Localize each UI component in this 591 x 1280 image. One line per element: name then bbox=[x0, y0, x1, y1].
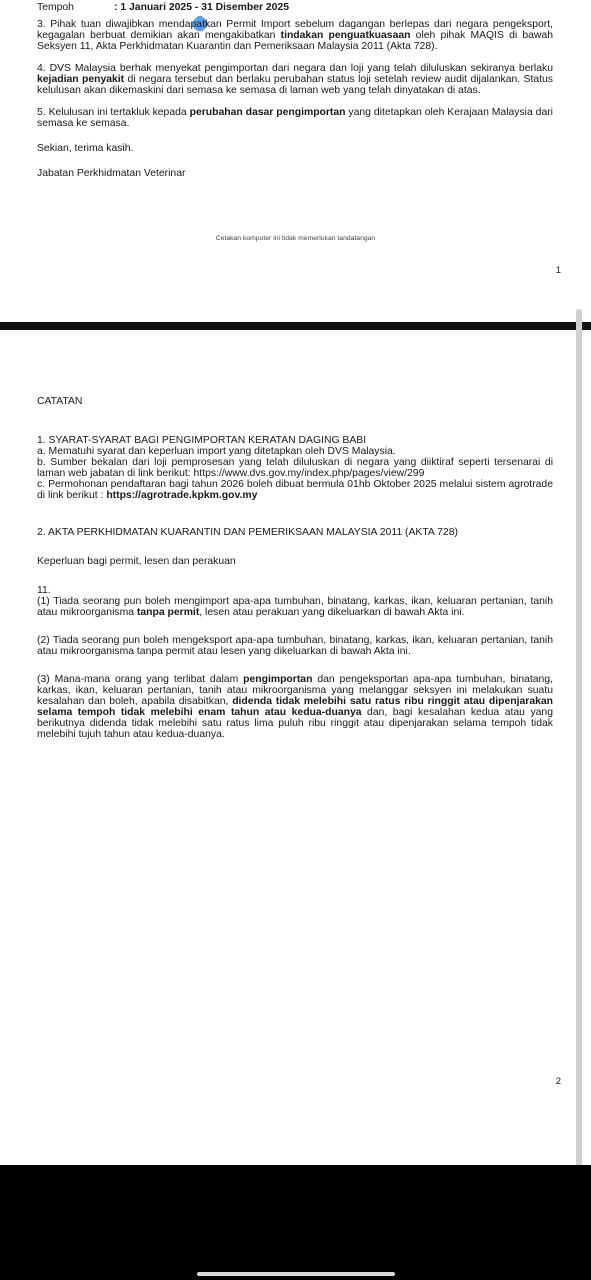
page-number: 2 bbox=[555, 1076, 561, 1087]
computer-print-note: Cetakan komputer ini tidak memerlukan tandatangan bbox=[215, 235, 376, 242]
page2-body bbox=[37, 396, 553, 751]
section-2-subtitle: Keperluan bagi permit, lesen dan perakuan bbox=[37, 556, 236, 567]
home-indicator[interactable] bbox=[197, 1272, 395, 1276]
paragraph-3: 3. Pihak tuan diwajibkan mendapatkan Permit Import sebelum dagangan berlepas dari negara pengeksport, kegagalan berbuat demikian akan mengakibatkan tindakan penguatkuasaan oleh pihak MAQIS di bawah Seksyen 11, Akta Perkhidmatan Kuarantin dan Pemeriksaan Malaysia 2011 (Akta 728). bbox=[37, 19, 553, 52]
clause-11-1: (1) Tiada seorang pun boleh mengimport apa-apa tumbuhan, binatang, karkas, ikan, keluaran pertanian, tanih atau mikroorganisma tanpa permit, lesen atau perakuan yang dikeluarkan di bawah Akta ini. bbox=[37, 596, 553, 618]
vertical-scrollbar[interactable] bbox=[576, 309, 582, 1275]
section-11-number: 11. bbox=[37, 585, 51, 596]
section-1-item-b[interactable]: b. Sumber bekalan dari loji pemprosesan yang telah diluluskan di negara yang diiktiraf seperti tersenarai di laman web jabatan di link berikut: https://www.dvs.gov.my/index.php/pages/view/299 bbox=[37, 457, 553, 479]
tempoh-label: Tempoh bbox=[37, 2, 74, 13]
clause-11-2: (2) Tiada seorang pun boleh mengeksport apa-apa tumbuhan, binatang, karkas, ikan, keluaran pertanian, tanih atau mikroorganisma tanpa permit atau lesen yang dikeluarkan di bawah Akta ini. bbox=[37, 635, 553, 657]
section-1-item-c: c. Permohonan pendaftaran bagi tahun 2026 boleh dibuat bermula 01hb Oktober 2025 melalui sistem agrotrade di link berikut : https://agrotrade.kpkm.gov.my bbox=[37, 479, 553, 501]
document-page-2 bbox=[0, 330, 591, 1165]
section-2-title: 2. AKTA PERKHIDMATAN KUARANTIN DAN PEMERIKSAAN MALAYSIA 2011 (AKTA 728) bbox=[37, 527, 458, 538]
bottom-bar bbox=[0, 1165, 591, 1280]
paragraph-5: 5. Kelulusan ini tertakluk kepada perubahan dasar pengimportan yang ditetapkan oleh Kerajaan Malaysia dari semasa ke semasa. bbox=[37, 107, 553, 129]
page-number: 1 bbox=[555, 265, 561, 276]
signatory: Jabatan Perkhidmatan Veterinar bbox=[37, 168, 186, 179]
clause-11-3: (3) Mana-mana orang yang terlibat dalam pengimportan dan pengeksportan apa-apa tumbuhan, binatang, karkas, ikan, keluaran pertanian, tanih atau mikroorganisma yang melanggar seksyen ini melakukan suatu kesalahan dan boleh, apabila disabitkan, didenda tidak melebihi satu ratus ribu ringgit atau dipenjarakan selama tempoh tidak melebihi enam tahun atau kedua-duanya dan, bagi kesalahan kedua atau yang berikutnya didenda tidak melebihi satu ratus lima puluh ribu ringgit atau dipenjarakan selama tempoh tidak melebihi tujuh tahun atau kedua-duanya. bbox=[37, 674, 554, 740]
section-1-item-a: a. Mematuhi syarat dan keperluan import yang ditetapkan oleh DVS Malaysia. bbox=[37, 446, 396, 457]
document-page-1 bbox=[0, 0, 591, 322]
closing-text: Sekian, terima kasih. bbox=[37, 143, 134, 154]
section-1-title: 1. SYARAT-SYARAT BAGI PENGIMPORTAN KERATAN DAGING BABI bbox=[37, 435, 367, 446]
tempoh-line bbox=[37, 2, 289, 13]
page-separator bbox=[0, 322, 591, 330]
catatan-heading: CATATAN bbox=[37, 396, 83, 407]
agrotrade-link[interactable]: https://agrotrade.kpkm.gov.my bbox=[106, 490, 258, 501]
page1-body bbox=[37, 19, 553, 190]
tempoh-value: : 1 Januari 2025 - 31 Disember 2025 bbox=[114, 2, 290, 13]
paragraph-4: 4. DVS Malaysia berhak menyekat pengimportan dari negara dan loji yang telah diluluskan sekiranya berlaku kejadian penyakit di negara tersebut dan berlaku perubahan status loji setelah review audit dijalankan. Status kelulusan akan dikemaskini dari semasa ke semasa di laman web yang telah dinyatakan di atas. bbox=[37, 63, 553, 96]
